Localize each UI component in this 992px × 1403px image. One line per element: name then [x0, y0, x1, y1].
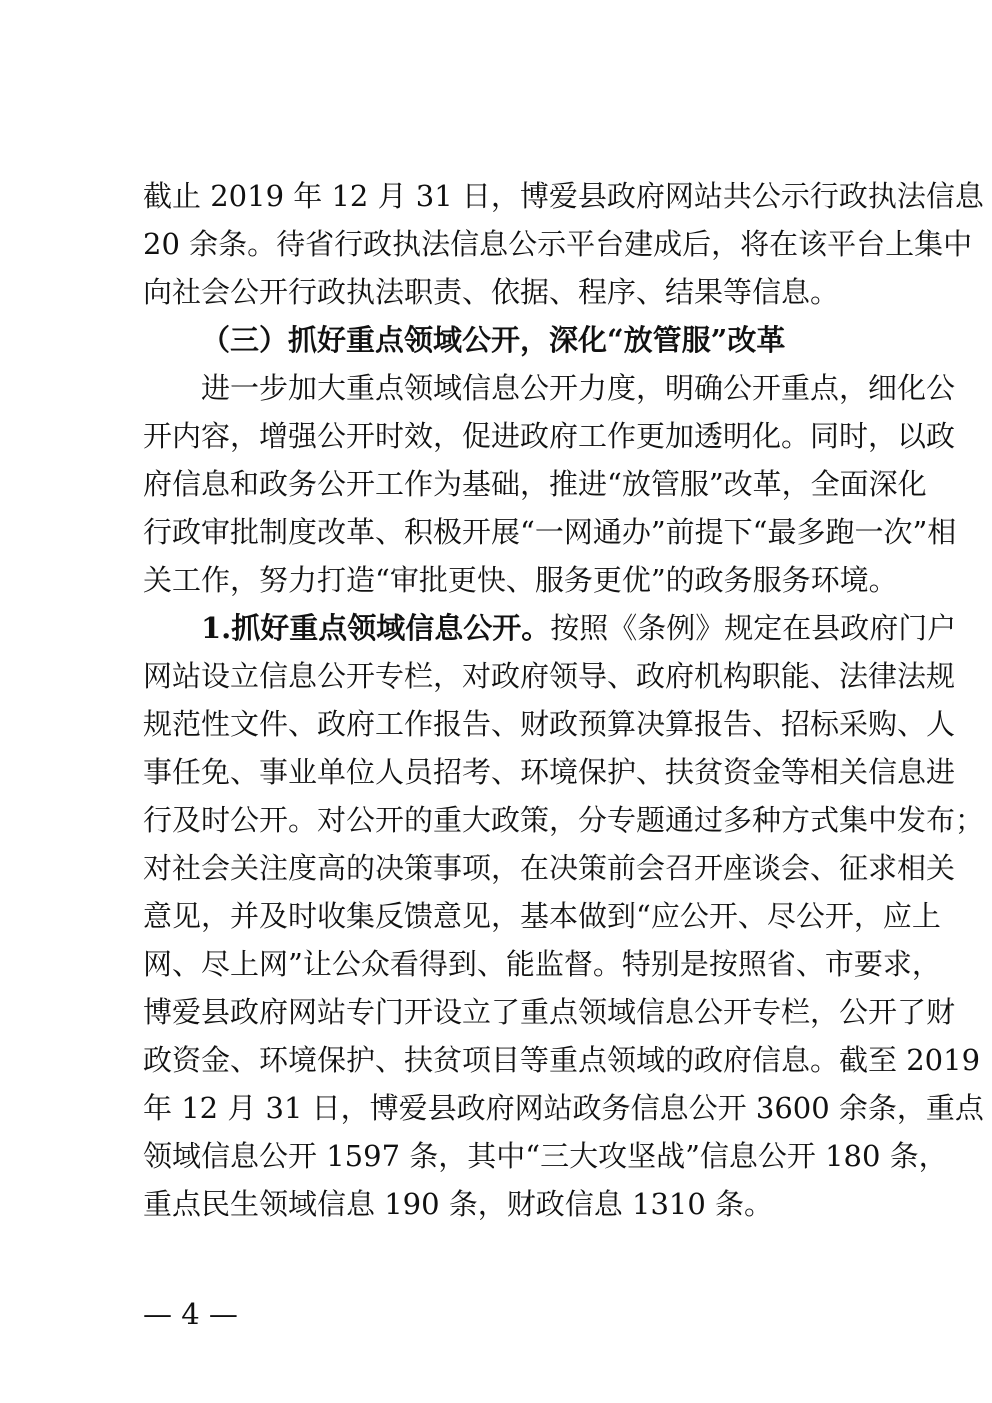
- paragraph-line: 博爱县政府网站专门开设立了重点领域信息公开专栏，公开了财: [143, 995, 956, 1029]
- paragraph-line: 开内容，增强公开时效，促进政府工作更加透明化。同时，以政: [143, 419, 956, 453]
- paragraph-text: 按照《条例》规定在县政府门户: [550, 611, 957, 645]
- section-heading: （三）抓好重点领域公开，深化“放管服”改革: [201, 323, 786, 357]
- paragraph-line: 截止 2019 年 12 月 31 日，博爱县政府网站共公示行政执法信息: [143, 179, 984, 213]
- paragraph-line: 规范性文件、政府工作报告、财政预算决算报告、招标采购、人: [143, 707, 956, 741]
- paragraph-line: 进一步加大重点领域信息公开力度，明确公开重点，细化公: [201, 371, 956, 405]
- paragraph-line: 意见，并及时收集反馈意见，基本做到“应公开、尽公开，应上: [143, 899, 941, 933]
- paragraph-line: 事任免、事业单位人员招考、环境保护、扶贫资金等相关信息进: [143, 755, 956, 789]
- paragraph-line: 20 余条。待省行政执法信息公示平台建成后，将在该平台上集中: [143, 227, 973, 261]
- subheading-lead: 1.抓好重点领域信息公开。: [201, 611, 551, 645]
- paragraph-line: 重点民生领域信息 190 条，财政信息 1310 条。: [143, 1187, 774, 1221]
- paragraph-line: 网、尽上网”让公众看得到、能监督。特别是按照省、市要求，: [143, 947, 941, 981]
- paragraph-line: 关工作，努力打造“审批更快、服务更优”的政务服务环境。: [143, 563, 898, 597]
- paragraph-line: 对社会关注度高的决策事项，在决策前会召开座谈会、征求相关: [143, 851, 956, 885]
- paragraph-line: 年 12 月 31 日，博爱县政府网站政务信息公开 3600 余条，重点: [143, 1091, 984, 1125]
- paragraph-first-line: [201, 604, 957, 652]
- paragraph-line: 领域信息公开 1597 条，其中“三大攻坚战”信息公开 180 条，: [143, 1139, 948, 1173]
- paragraph-line: 行政审批制度改革、积极开展“一网通办”前提下“最多跑一次”相: [143, 515, 957, 549]
- page-number: — 4 —: [143, 1297, 238, 1331]
- paragraph-line: 府信息和政务公开工作为基础，推进“放管服”改革，全面深化: [143, 467, 927, 501]
- paragraph-line: 向社会公开行政执法职责、依据、程序、结果等信息。: [143, 275, 840, 309]
- paragraph-line: 行及时公开。对公开的重大政策，分专题通过多种方式集中发布；: [143, 803, 985, 837]
- paragraph-line: 政资金、环境保护、扶贫项目等重点领域的政府信息。截至 2019: [143, 1043, 981, 1077]
- paragraph-line: 网站设立信息公开专栏，对政府领导、政府机构职能、法律法规: [143, 659, 956, 693]
